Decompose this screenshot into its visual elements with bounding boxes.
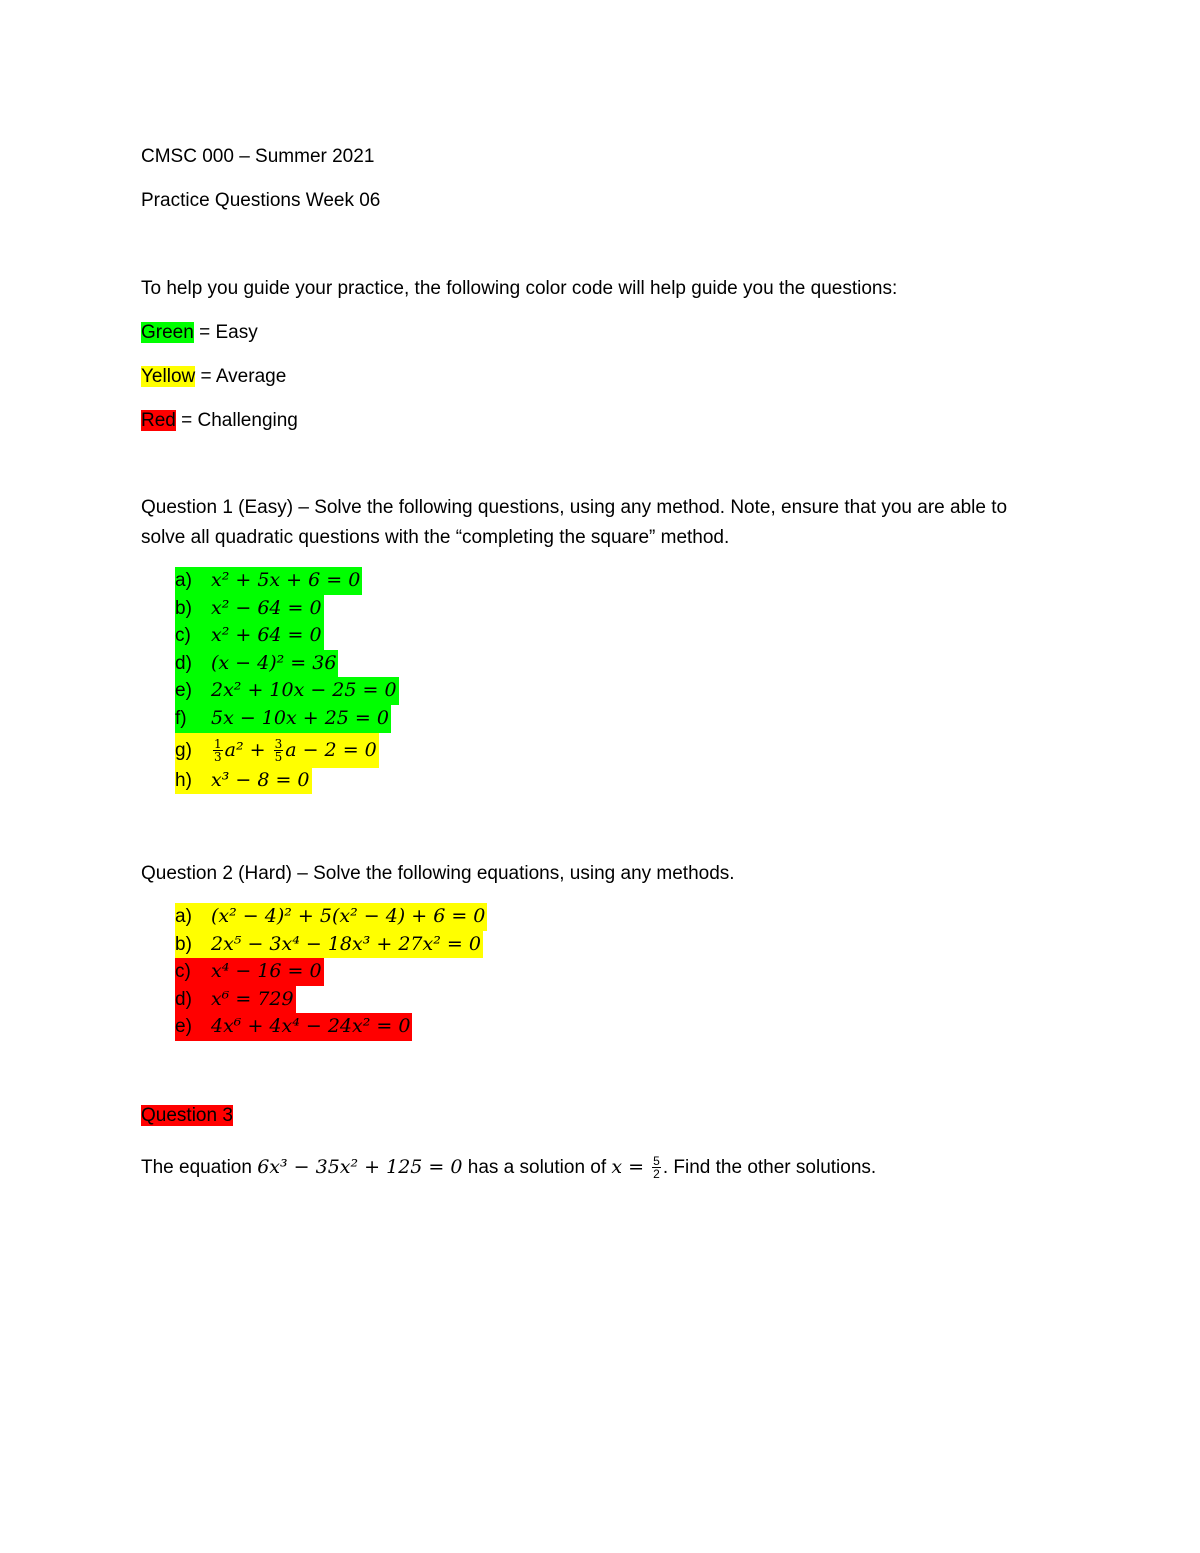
question3-equation: 6𝑥³ − 35𝑥² + 125 = 0 bbox=[257, 1156, 463, 1178]
equation: 2𝑥² + 10𝑥 − 25 = 0 bbox=[211, 679, 397, 702]
question1-heading-line1: Question 1 (Easy) – Solve the following questions, using any method. Note, ensure that you are able to bbox=[141, 497, 1008, 518]
equation: 2𝑥⁵ − 3𝑥⁴ − 18𝑥³ + 27𝑥² = 0 bbox=[211, 932, 481, 955]
list-item: h) 𝑥³ − 8 = 0 bbox=[175, 767, 399, 795]
equation: $\frac{1}{3}$ 𝑎² + $\frac{3}{5}$ 𝑎 − 2 = 0 bbox=[214, 737, 377, 765]
course-title: CMSC 000 – Summer 2021 bbox=[141, 146, 375, 167]
legend-average bbox=[141, 365, 286, 389]
list-item: c) 𝑥⁴ − 16 = 0 bbox=[175, 958, 487, 986]
list-item: b) 2𝑥⁵ − 3𝑥⁴ − 18𝑥³ + 27𝑥² = 0 bbox=[175, 931, 487, 959]
legend-green-word: Green bbox=[141, 322, 194, 343]
legend-yellow-rest: = Average bbox=[195, 366, 287, 387]
equation: 𝑥² + 64 = 0 bbox=[211, 624, 322, 647]
equation: 𝑥³ − 8 = 0 bbox=[211, 768, 310, 791]
legend-green-rest: = Easy bbox=[193, 322, 258, 343]
intro-text: To help you guide your practice, the following color code will help guide you the questions: bbox=[141, 278, 898, 299]
legend-red-word: Red bbox=[141, 410, 176, 431]
equation: 𝑥⁶ = 729 bbox=[211, 987, 294, 1010]
question3-text: The equation 6𝑥³ − 35𝑥² + 125 = 0 has a solution of 𝑥 = $\frac{5}{2}$ . Find the other solutions. bbox=[141, 1154, 877, 1182]
equation: 𝑥² + 5𝑥 + 6 = 0 bbox=[211, 569, 361, 591]
list-item: a) 𝑥² + 5𝑥 + 6 = 0 bbox=[175, 567, 399, 595]
list-item: d) 𝑥⁶ = 729 bbox=[175, 986, 487, 1014]
legend-challenging bbox=[141, 409, 298, 433]
list-item: g) $\frac{1}{3}$ 𝑎² + $\frac{3}{5}$ 𝑎 − 2 = 0 bbox=[175, 733, 399, 767]
equation: 5𝑥 − 10𝑥 + 25 = 0 bbox=[211, 706, 389, 729]
list-item: b) 𝑥² − 64 = 0 bbox=[175, 595, 399, 623]
equation: 𝑥⁴ − 16 = 0 bbox=[211, 960, 322, 983]
list-item: c) 𝑥² + 64 = 0 bbox=[175, 622, 399, 650]
list-item: e) 2𝑥² + 10𝑥 − 25 = 0 bbox=[175, 677, 399, 705]
page-subtitle: Practice Questions Week 06 bbox=[141, 190, 381, 211]
fraction: $\frac{3}{5}$ bbox=[274, 737, 283, 765]
equation: (𝑥² − 4)² + 5(𝑥² − 4) + 6 = 0 bbox=[211, 905, 486, 927]
question1-heading-line2: solve all quadratic questions with the “completing the square” method. bbox=[141, 527, 730, 548]
fraction: $\frac{1}{3}$ bbox=[214, 737, 222, 765]
list-item: a) (𝑥² − 4)² + 5(𝑥² − 4) + 6 = 0 bbox=[175, 903, 487, 931]
equation: 𝑥² − 64 = 0 bbox=[211, 596, 322, 619]
legend-red-rest: = Challenging bbox=[175, 410, 298, 431]
legend-easy bbox=[141, 321, 258, 345]
list-item: f) 5𝑥 − 10𝑥 + 25 = 0 bbox=[175, 705, 399, 733]
list-item: e) 4𝑥⁶ + 4𝑥⁴ − 24𝑥² = 0 bbox=[175, 1013, 487, 1041]
list-item: d) (𝑥 − 4)² = 36 bbox=[175, 650, 399, 678]
question1-list bbox=[175, 567, 399, 794]
equation: 4𝑥⁶ + 4𝑥⁴ − 24𝑥² = 0 bbox=[211, 1015, 411, 1038]
equation: (𝑥 − 4)² = 36 bbox=[211, 651, 337, 674]
legend-yellow-word: Yellow bbox=[141, 366, 196, 387]
question2-heading: Question 2 (Hard) – Solve the following equations, using any methods. bbox=[141, 863, 735, 884]
question2-list bbox=[175, 903, 487, 1041]
fraction: $\frac{5}{2}$ bbox=[653, 1154, 660, 1182]
question3-heading: Question 3 bbox=[141, 1105, 233, 1126]
